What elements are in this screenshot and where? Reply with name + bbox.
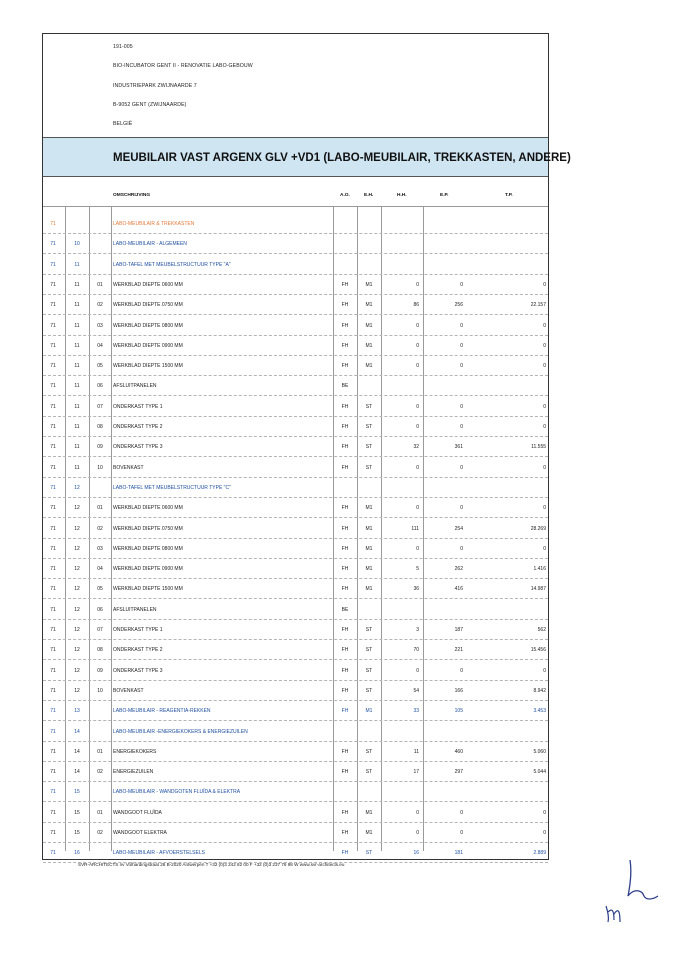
cell-hh: 11: [413, 748, 419, 755]
code-section: 12: [74, 606, 80, 613]
cell-ep: 254: [454, 525, 463, 532]
table-row: [43, 295, 548, 315]
code-section: 11: [74, 363, 80, 370]
section-row: [43, 843, 548, 863]
cell-ep: 0: [460, 403, 463, 410]
code-section: 12: [74, 505, 80, 512]
item-description: LABO-TAFEL MET MEUBELSTRUCTUUR TYPE "C": [113, 484, 231, 491]
project-name: BIO-INCUBATOR GENT II - RENOVATIE LABO-GEBOUW: [113, 63, 253, 69]
cell-tp: 8.942: [533, 687, 546, 694]
cell-eh: ST: [365, 667, 373, 674]
cell-eh: M1: [365, 363, 373, 370]
code-section: 12: [74, 545, 80, 552]
cell-eh: M1: [365, 708, 373, 715]
cell-eh: M1: [365, 281, 373, 288]
cell-ao: FH: [341, 809, 349, 816]
code-chapter: 71: [50, 342, 56, 349]
code-chapter: 71: [50, 302, 56, 309]
cell-ep: 416: [454, 586, 463, 593]
code-item: 09: [97, 444, 103, 451]
code-item: 10: [97, 464, 103, 471]
cell-ao: FH: [341, 627, 349, 633]
code-section: 11: [74, 444, 80, 451]
cell-eh: ST: [365, 627, 373, 633]
code-item: 01: [97, 809, 103, 816]
cell-ep: 0: [460, 281, 463, 288]
code-chapter: 71: [50, 241, 56, 248]
item-description: LABO-TAFEL MET MEUBELSTRUCTUUR TYPE "A": [113, 261, 231, 268]
code-chapter: 71: [50, 444, 56, 451]
cell-eh: M1: [365, 830, 373, 836]
cell-hh: 36: [413, 586, 419, 593]
table-row: [43, 803, 548, 823]
cell-hh: 54: [413, 687, 419, 694]
cell-ao: FH: [341, 850, 349, 857]
item-description: ONDERKAST TYPE 2: [113, 424, 163, 430]
cell-ep: 187: [454, 627, 463, 633]
cell-ep: 0: [460, 464, 463, 471]
cell-hh: 86: [413, 302, 419, 309]
cell-ep: 262: [454, 566, 463, 573]
section-row: [43, 782, 548, 802]
table-row: [43, 397, 548, 417]
code-section: 14: [74, 769, 80, 776]
cell-tp: 0: [543, 403, 546, 410]
cell-eh: M1: [365, 545, 373, 552]
cell-hh: 32: [413, 444, 419, 451]
cell-hh: 0: [416, 830, 419, 836]
item-description: WERKBLAD DIEPTE 0750 MM: [113, 525, 183, 532]
page-title: MEUBILAIR VAST ARGENX GLV +VD1 (LABO-MEUBILAIR, TREKKASTEN, ANDERE): [113, 152, 571, 164]
cell-ep: 221: [454, 647, 463, 654]
item-description: WANDGOOT ELEKTRA: [113, 830, 167, 836]
cell-ao: FH: [341, 769, 349, 776]
cell-tp: 0: [543, 342, 546, 349]
code-item: 04: [97, 342, 103, 349]
cell-hh: 111: [411, 525, 419, 532]
code-chapter: 71: [50, 850, 56, 857]
cell-tp: 5.044: [533, 769, 546, 776]
code-section: 11: [74, 424, 80, 430]
code-item: 05: [97, 586, 103, 593]
cell-hh: 0: [416, 281, 419, 288]
table-row: [43, 823, 548, 843]
code-section: 12: [74, 667, 80, 674]
item-description: ONDERKAST TYPE 1: [113, 403, 163, 410]
item-description: ENERGIEZUILEN: [113, 769, 154, 776]
cell-tp: 0: [543, 830, 546, 836]
code-section: 12: [74, 484, 80, 491]
table-row: [43, 661, 548, 681]
cell-ao: FH: [341, 667, 349, 674]
table-row: [43, 681, 548, 701]
cell-ao: FH: [341, 830, 349, 836]
table-row: [43, 762, 548, 782]
code-section: 12: [74, 566, 80, 573]
code-chapter: 71: [50, 545, 56, 552]
code-chapter: 71: [50, 809, 56, 816]
code-chapter: 71: [50, 769, 56, 776]
item-description: WERKBLAD DIEPTE 0800 MM: [113, 322, 183, 329]
table-row: [43, 356, 548, 376]
address-street: INDUSTRIEPARK ZWIJNAARDE 7: [113, 83, 197, 89]
cell-tp: 22.157: [530, 302, 546, 309]
item-description: WERKBLAD DIEPTE 0900 MM: [113, 342, 183, 349]
cell-ep: 256: [454, 302, 463, 309]
item-description: WERKBLAD DIEPTE 0800 MM: [113, 545, 183, 552]
code-chapter: 71: [50, 261, 56, 268]
cell-tp: 0: [543, 363, 546, 370]
code-item: 03: [97, 322, 103, 329]
code-section: 11: [74, 403, 80, 410]
code-chapter: 71: [50, 667, 56, 674]
col-header-eh: E.H.: [364, 193, 374, 198]
cell-tp: 5.060: [533, 748, 546, 755]
cell-hh: 5: [416, 566, 419, 573]
code-item: 02: [97, 830, 103, 836]
col-header-tp: T.P.: [505, 193, 513, 198]
cell-tp: 0: [543, 281, 546, 288]
cell-ao: FH: [341, 363, 349, 370]
code-item: 07: [97, 403, 103, 410]
cell-ao: FH: [341, 647, 349, 654]
item-description: ONDERKAST TYPE 1: [113, 627, 163, 633]
item-description: LABO-MEUBILAIR -ENERGIEKOKERS & ENERGIEZUILEN: [113, 728, 248, 735]
item-description: WERKBLAD DIEPTE 0600 MM: [113, 281, 183, 288]
table-row: [43, 275, 548, 295]
cell-ep: 460: [454, 748, 463, 755]
table-row: [43, 376, 548, 396]
code-section: 12: [74, 627, 80, 633]
section-row: [43, 701, 548, 721]
code-section: 13: [74, 708, 80, 715]
cell-ep: 0: [460, 809, 463, 816]
item-description: WERKBLAD DIEPTE 1500 MM: [113, 586, 183, 593]
cell-tp: 3.453: [533, 708, 546, 715]
cell-eh: ST: [365, 403, 373, 410]
code-chapter: 71: [50, 748, 56, 755]
cell-tp: 0: [543, 322, 546, 329]
code-chapter: 71: [50, 403, 56, 410]
code-chapter: 71: [50, 830, 56, 836]
code-chapter: 71: [50, 424, 56, 430]
table-row: [43, 458, 548, 478]
code-chapter: 71: [50, 281, 56, 288]
code-chapter: 71: [50, 606, 56, 613]
cell-ao: FH: [341, 281, 349, 288]
cell-hh: 0: [416, 403, 419, 410]
cell-hh: 0: [416, 809, 419, 816]
cell-hh: 0: [416, 424, 419, 430]
cell-ao: FH: [341, 687, 349, 694]
cell-hh: 0: [416, 545, 419, 552]
cell-ao: FH: [341, 505, 349, 512]
col-header-description: OMSCHRIJVING: [113, 193, 151, 198]
cell-ep: 0: [460, 342, 463, 349]
item-description: LABO-MEUBILAIR & TREKKASTEN: [113, 221, 195, 227]
cell-eh: M1: [365, 525, 373, 532]
cell-tp: 562: [537, 627, 546, 633]
cell-tp: 11.555: [531, 444, 546, 451]
code-section: 11: [74, 464, 80, 471]
cell-tp: 1.416: [533, 566, 546, 573]
item-description: ONDERKAST TYPE 2: [113, 647, 163, 654]
address-country: BELGIË: [113, 121, 133, 127]
cell-ep: 361: [454, 444, 463, 451]
cell-ep: 297: [454, 769, 463, 776]
code-chapter: 71: [50, 484, 56, 491]
code-chapter: 71: [50, 586, 56, 593]
cell-hh: 16: [413, 850, 419, 857]
code-chapter: 71: [50, 525, 56, 532]
cell-ep: 0: [460, 363, 463, 370]
code-item: 09: [97, 667, 103, 674]
item-description: AFSLUITPANELEN: [113, 383, 157, 390]
cell-ao: FH: [341, 525, 349, 532]
cell-ep: 0: [460, 667, 463, 674]
item-description: ENERGIEKOKERS: [113, 748, 157, 755]
cell-eh: M1: [365, 505, 373, 512]
cell-ep: 166: [454, 687, 463, 694]
cell-eh: ST: [365, 769, 373, 776]
table-row: [43, 559, 548, 579]
cell-tp: 0: [543, 545, 546, 552]
code-chapter: 71: [50, 708, 56, 715]
code-chapter: 71: [50, 728, 56, 735]
code-chapter: 71: [50, 687, 56, 694]
cell-tp: 2.889: [533, 850, 546, 857]
cell-eh: M1: [365, 342, 373, 349]
code-chapter: 71: [50, 505, 56, 512]
code-section: 11: [74, 302, 80, 309]
code-section: 15: [74, 789, 80, 796]
cell-ao: FH: [341, 708, 349, 715]
code-chapter: 71: [50, 647, 56, 654]
code-chapter: 71: [50, 627, 56, 633]
table-row: [43, 539, 548, 559]
item-description: WERKBLAD DIEPTE 0750 MM: [113, 302, 183, 309]
cell-ep: 0: [460, 424, 463, 430]
cell-ao: FH: [341, 464, 349, 471]
col-header-ep: E.P.: [440, 193, 449, 198]
table-row: [43, 519, 548, 539]
section-row: [43, 214, 548, 234]
cell-eh: ST: [365, 687, 373, 694]
cell-hh: 70: [413, 647, 419, 654]
code-section: 12: [74, 687, 80, 694]
cell-ao: FH: [341, 748, 349, 755]
title-band: [43, 137, 571, 177]
cell-eh: ST: [365, 850, 373, 857]
cell-eh: M1: [365, 302, 373, 309]
code-item: 06: [97, 383, 103, 390]
code-section: 10: [74, 241, 80, 248]
header-divider: [43, 206, 548, 207]
code-section: 12: [74, 586, 80, 593]
section-row: [43, 722, 548, 742]
cell-hh: 0: [416, 342, 419, 349]
table-row: [43, 498, 548, 518]
section-row: [43, 478, 548, 498]
table-row: [43, 600, 548, 620]
signature-mark: [600, 860, 670, 930]
cell-ao: FH: [341, 566, 349, 573]
code-item: 02: [97, 769, 103, 776]
item-description: WERKBLAD DIEPTE 1500 MM: [113, 363, 183, 370]
table-row: [43, 417, 548, 437]
cell-ao: FH: [341, 342, 349, 349]
cell-ep: 105: [454, 708, 463, 715]
cell-eh: M1: [365, 322, 373, 329]
table-row: [43, 620, 548, 640]
cell-hh: 17: [413, 769, 419, 776]
cell-ao: FH: [341, 424, 349, 430]
item-description: BOVENKAST: [113, 464, 144, 471]
cell-hh: 0: [416, 322, 419, 329]
cell-hh: 0: [416, 363, 419, 370]
code-chapter: 71: [50, 464, 56, 471]
code-item: 02: [97, 302, 103, 309]
item-description: WANDGOOT FLUÏDA: [113, 809, 162, 816]
code-chapter: 71: [50, 221, 56, 227]
section-row: [43, 234, 548, 254]
item-description: WERKBLAD DIEPTE 0900 MM: [113, 566, 183, 573]
cell-eh: ST: [365, 444, 373, 451]
code-section: 14: [74, 728, 80, 735]
table-row: [43, 742, 548, 762]
col-header-ao: A.O.: [340, 193, 350, 198]
cell-eh: ST: [365, 647, 373, 654]
code-chapter: 71: [50, 363, 56, 370]
item-description: AFSLUITPANELEN: [113, 606, 157, 613]
code-chapter: 71: [50, 322, 56, 329]
table-row: [43, 640, 548, 660]
cell-ao: BE: [341, 383, 349, 390]
item-description: LABO-MEUBILAIR - ALGEMEEN: [113, 241, 187, 248]
item-description: LABO-MEUBILAIR - REAGENTIA-REKKEN: [113, 708, 211, 715]
table-row: [43, 579, 548, 599]
code-item: 01: [97, 748, 103, 755]
code-item: 06: [97, 606, 103, 613]
cell-tp: 0: [543, 809, 546, 816]
cell-eh: M1: [365, 566, 373, 573]
cell-eh: M1: [365, 809, 373, 816]
cell-eh: ST: [365, 424, 373, 430]
cell-ao: FH: [341, 302, 349, 309]
code-item: 02: [97, 525, 103, 532]
code-item: 04: [97, 566, 103, 573]
code-item: 01: [97, 281, 103, 288]
cell-ao: FH: [341, 403, 349, 410]
footer-text: SVR-ARCHITECTS nv Volhardingstraat 26 B-2020 Antwerpen T +32 (0)3 242 82 00 F +32 (0)3 237 76 98 W www.svr-architects.eu: [78, 862, 345, 867]
item-description: WERKBLAD DIEPTE 0600 MM: [113, 505, 183, 512]
code-section: 11: [74, 281, 80, 288]
code-section: 12: [74, 647, 80, 654]
code-section: 15: [74, 809, 80, 816]
code-section: 11: [74, 342, 80, 349]
cell-eh: ST: [365, 748, 373, 755]
code-item: 05: [97, 363, 103, 370]
code-item: 07: [97, 627, 103, 633]
cell-ao: FH: [341, 322, 349, 329]
cell-ao: FH: [341, 444, 349, 451]
code-section: 15: [74, 830, 80, 836]
code-section: 11: [74, 383, 80, 390]
table-row: [43, 316, 548, 336]
code-chapter: 71: [50, 566, 56, 573]
code-section: 11: [74, 261, 80, 268]
code-section: 11: [74, 322, 80, 329]
cell-eh: M1: [365, 586, 373, 593]
cell-tp: 0: [543, 464, 546, 471]
cell-ep: 0: [460, 545, 463, 552]
section-row: [43, 255, 548, 275]
code-section: 12: [74, 525, 80, 532]
code-section: 16: [74, 850, 80, 857]
cell-tp: 0: [543, 505, 546, 512]
cell-hh: 0: [416, 667, 419, 674]
cell-ao: BE: [341, 606, 349, 613]
cell-ep: 0: [460, 505, 463, 512]
cell-hh: 0: [416, 505, 419, 512]
cell-ep: 181: [454, 850, 463, 857]
cell-ep: 0: [460, 830, 463, 836]
item-description: BOVENKAST: [113, 687, 144, 694]
cell-ao: FH: [341, 586, 349, 593]
cell-ao: FH: [341, 545, 349, 552]
cell-tp: 28.269: [530, 525, 546, 532]
item-description: LABO-MEUBILAIR - AFVOERSTELSELS: [113, 850, 205, 857]
cell-tp: 0: [543, 424, 546, 430]
item-description: LABO-MEUBILAIR - WANDGOTEN FLUÏDA & ELEKTRA: [113, 789, 241, 796]
table-row: [43, 336, 548, 356]
code-item: 03: [97, 545, 103, 552]
item-description: ONDERKAST TYPE 3: [113, 444, 163, 451]
address-city: B-9052 GENT (ZWIJNAARDE): [113, 102, 187, 108]
cell-hh: 3: [416, 627, 419, 633]
code-item: 01: [97, 505, 103, 512]
code-chapter: 71: [50, 789, 56, 796]
project-number: 191-005: [113, 44, 133, 50]
cell-tp: 0: [543, 667, 546, 674]
document-page: [42, 33, 571, 860]
cell-ep: 0: [460, 322, 463, 329]
code-item: 10: [97, 687, 103, 694]
cell-tp: 14.987: [530, 586, 546, 593]
code-section: 14: [74, 748, 80, 755]
cell-tp: 15.456: [530, 647, 546, 654]
cell-hh: 0: [416, 464, 419, 471]
table-row: [43, 437, 548, 457]
item-description: ONDERKAST TYPE 3: [113, 667, 163, 674]
cell-eh: ST: [365, 464, 373, 471]
code-chapter: 71: [50, 383, 56, 390]
cell-hh: 33: [413, 708, 419, 715]
col-header-hh: H.H.: [397, 193, 407, 198]
code-item: 08: [97, 647, 103, 654]
code-item: 08: [97, 424, 103, 430]
